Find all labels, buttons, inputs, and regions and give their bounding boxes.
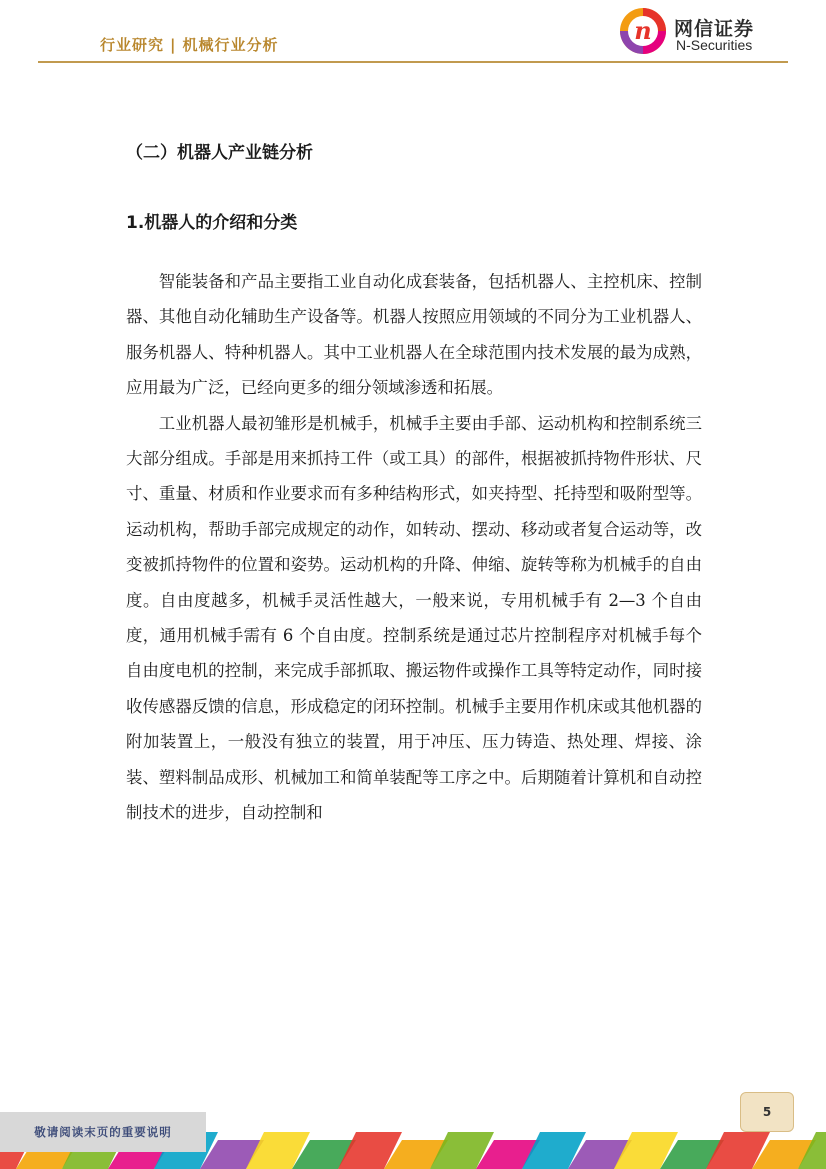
header-separator: | bbox=[170, 36, 177, 54]
paragraph: 智能装备和产品主要指工业自动化成套装备，包括机器人、主控机床、控制器、其他自动化辅助生产设备等。机器人按照应用领域的不同分为工业机器人、服务机器人、特种机器人。其中工业机器人在全球范围内技术发展的最为成熟，应用最为广泛，已经向更多的细分领域渗透和拓展。 bbox=[126, 272, 702, 398]
header-category: 行业研究 bbox=[100, 36, 165, 54]
subsection-title: 1.机器人的介绍和分类 bbox=[126, 213, 298, 233]
logo-name-en: N-Securities bbox=[676, 37, 753, 53]
section-title: （二）机器人产业链分析 bbox=[126, 143, 313, 163]
paragraph: 工业机器人最初雏形是机械手，机械手主要由手部、运动机构和控制系统三大部分组成。手部是用来抓持工件（或工具）的部件，根据被抓持物件形状、尺寸、重量、材质和作业要求而有多种结构形式，如夹持型、托持型和吸附型等。运动机构，帮助手部完成规定的动作，如转动、摆动、移动或者复合运动等，改变被抓持物件的位置和姿势。运动机构的升降、伸缩、旋转等称为机械手的自由度。自由度越多，机械手灵活性越大，一般来说，专用机械手有 2—3 个自由度，通用机械手需有 6 个自由度。控制系统是通过芯片控制程序对机械手每个自由度电机的控制，来完成手部抓取、搬运物件或操作工具等特定动作，同时接收传感器反馈的信息，形成稳定的闭环控制。机械手主要用作机床或其他机器的附加装置上，一般没有独立的装置，用于冲压、压力铸造、热处理、焊接、涂装、塑料制品成形、机械加工和简单装配等工序之中。后期随着计算机和自动控制技术的进步，自动控制和 bbox=[126, 413, 702, 823]
logo-mark-icon bbox=[618, 6, 668, 56]
footer-disclaimer: 敬请阅读末页的重要说明 bbox=[0, 1112, 206, 1152]
header-subject: 机械行业分析 bbox=[182, 36, 279, 54]
page-number: 5 bbox=[740, 1092, 794, 1132]
logo-mark-letter: n bbox=[634, 16, 652, 45]
logo-name-cn: 网信证券 bbox=[674, 18, 755, 40]
header-breadcrumb bbox=[100, 34, 279, 55]
body-text bbox=[126, 264, 702, 831]
header-divider bbox=[38, 61, 788, 63]
company-logo bbox=[618, 6, 788, 56]
